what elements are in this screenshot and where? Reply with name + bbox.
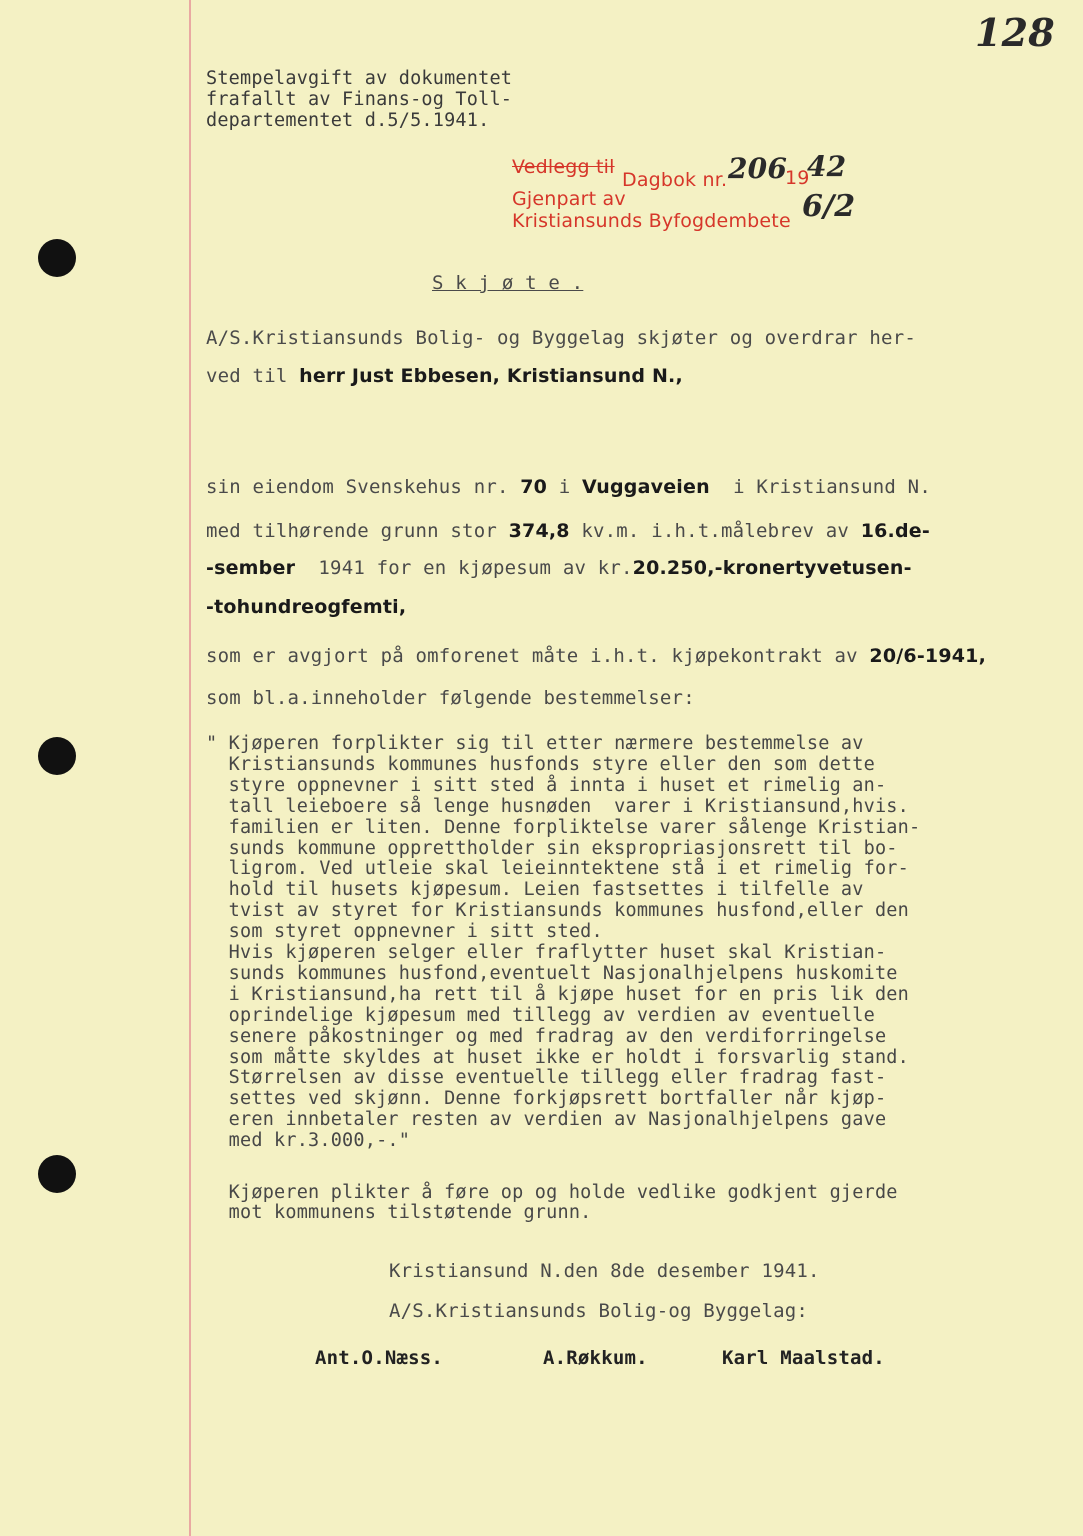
property-line: som bl.a.inneholder følgende bestemmelser: — [206, 687, 695, 709]
punch-hole — [38, 1155, 76, 1193]
contract-date: 20/6-1941, — [869, 645, 987, 667]
place-date: Kristiansund N.den 8de desember 1941. — [389, 1260, 820, 1282]
quoted-term-line: sunds kommune opprettholder sin ekspropriasjonsrett til bo- — [206, 837, 898, 859]
buyer-name: herr Just Ebbesen, Kristiansund N., — [299, 365, 683, 387]
property-line — [206, 477, 931, 498]
quoted-term-line: ligrom. Ved utleie skal leieinntektene stå i et rimelig for- — [206, 858, 909, 880]
intro-line: A/S.Kristiansunds Bolig- og Byggelag skjøter og overdrar her- — [206, 327, 916, 349]
quoted-term-line: oprindelige kjøpesum med tillegg av verdien av eventuelle — [206, 1004, 875, 1026]
stamp-copy-label: Gjenpart av — [512, 188, 626, 210]
punch-hole — [38, 239, 76, 277]
text-segment: i Kristiansund N. — [709, 476, 931, 498]
quoted-term-line: som styret oppnevner i sitt sted. — [206, 921, 603, 943]
intro-prefix: ved til — [206, 365, 300, 387]
quoted-term-line: i Kristiansund,ha rett til å kjøpe huset for en pris lik den — [206, 983, 909, 1005]
margin-rule — [189, 0, 191, 1536]
stamp-struck-label: Vedlegg til — [512, 156, 615, 178]
quoted-term-line: hold til husets kjøpesum. Leien fastsettes i tilfelle av — [206, 879, 864, 901]
stamp-duty-line: frafallt av Finans-og Toll- — [206, 89, 513, 110]
page-number: 128 — [975, 10, 1055, 55]
quoted-term-line: som måtte skyldes at huset ikke er holdt i forsvarlig stand. — [206, 1046, 909, 1068]
signatory: A.Røkkum. — [543, 1347, 648, 1369]
quoted-term-line: eren innbetaler resten av verdien av Nasjonalhjelpens gave — [206, 1109, 887, 1131]
quoted-term-line: Kristiansunds kommunes husfonds styre eller den som dette — [206, 753, 875, 775]
quoted-term-line: senere påkostninger og med fradrag av den verdiforringelse — [206, 1025, 887, 1047]
stamp-dagbok-label: Dagbok nr. — [622, 169, 728, 191]
text-segment: 1941 for en kjøpesum av kr. — [295, 557, 633, 579]
stamp-year-printed: 19 — [785, 167, 810, 189]
document-title: S k j ø t e . — [432, 272, 584, 294]
property-line — [206, 521, 930, 542]
text-segment: med tilhørende grunn stor — [206, 520, 509, 542]
quoted-term-line: familien er liten. Denne forpliktelse varer sålenge Kristian- — [206, 816, 921, 838]
lot-area: 374,8 — [508, 520, 570, 542]
stamp-duty-line: departementet d.5/5.1941. — [206, 110, 490, 131]
street-name: Vuggaveien — [582, 476, 710, 498]
quoted-term-line: med kr.3.000,-." — [206, 1130, 411, 1152]
intro-line — [206, 366, 683, 387]
text-segment: sin eiendom Svenskehus nr. — [206, 476, 521, 498]
quoted-term-line: settes ved skjønn. Denne forkjøpsrett bortfaller når kjøp- — [206, 1088, 887, 1110]
quoted-term-line: " Kjøperen forplikter sig til etter nærmere bestemmelse av — [206, 733, 864, 754]
quoted-term-line: tall leieboere så lenge husnøden varer i Kristiansund,hvis. — [206, 795, 909, 817]
purchase-price: 20.250,-kronertyvetusen- — [632, 557, 912, 579]
quoted-term-line: tvist av styret for Kristiansunds kommunes husfond,eller den — [206, 900, 909, 922]
property-line — [206, 646, 986, 667]
company-name: A/S.Kristiansunds Bolig-og Byggelag: — [389, 1300, 809, 1322]
stamp-dagbok-number: 206 — [728, 152, 788, 185]
quoted-term-line: styre oppnevner i sitt sted å innta i huset et rimelig an- — [206, 774, 887, 796]
survey-date: -sember — [206, 557, 296, 579]
signatory: Karl Maalstad. — [722, 1347, 885, 1369]
fence-line: mot kommunens tilstøtende grunn. — [206, 1202, 592, 1223]
stamp-office: Kristiansunds Byfogdembete — [512, 210, 791, 232]
stamp-year-handwritten: 42 — [807, 150, 847, 183]
fence-line: Kjøperen plikter å føre op og holde vedlike godkjent gjerde — [206, 1182, 898, 1203]
stamp-duty-line: Stempelavgift av dokumentet — [206, 68, 513, 89]
signatory: Ant.O.Næss. — [315, 1347, 444, 1369]
survey-date: 16.de- — [860, 520, 930, 542]
quoted-term-line: sunds kommunes husfond,eventuelt Nasjonalhjelpens huskomite — [206, 962, 898, 984]
house-number: 70 — [520, 476, 548, 498]
text-segment: kv.m. i.h.t.målebrev av — [569, 520, 861, 542]
purchase-price-words: -tohundreogfemti, — [206, 596, 407, 618]
stamp-date-handwritten: 6/2 — [802, 189, 856, 224]
text-segment: som er avgjort på omforenet måte i.h.t. kjøpekontrakt av — [206, 645, 870, 667]
quoted-term-line: Hvis kjøperen selger eller fraflytter huset skal Kristian- — [206, 942, 887, 963]
quoted-term-line: Størrelsen av disse eventuelle tillegg eller fradrag fast- — [206, 1067, 887, 1089]
property-line — [206, 558, 912, 579]
punch-hole — [38, 737, 76, 775]
text-segment: i — [547, 476, 583, 498]
